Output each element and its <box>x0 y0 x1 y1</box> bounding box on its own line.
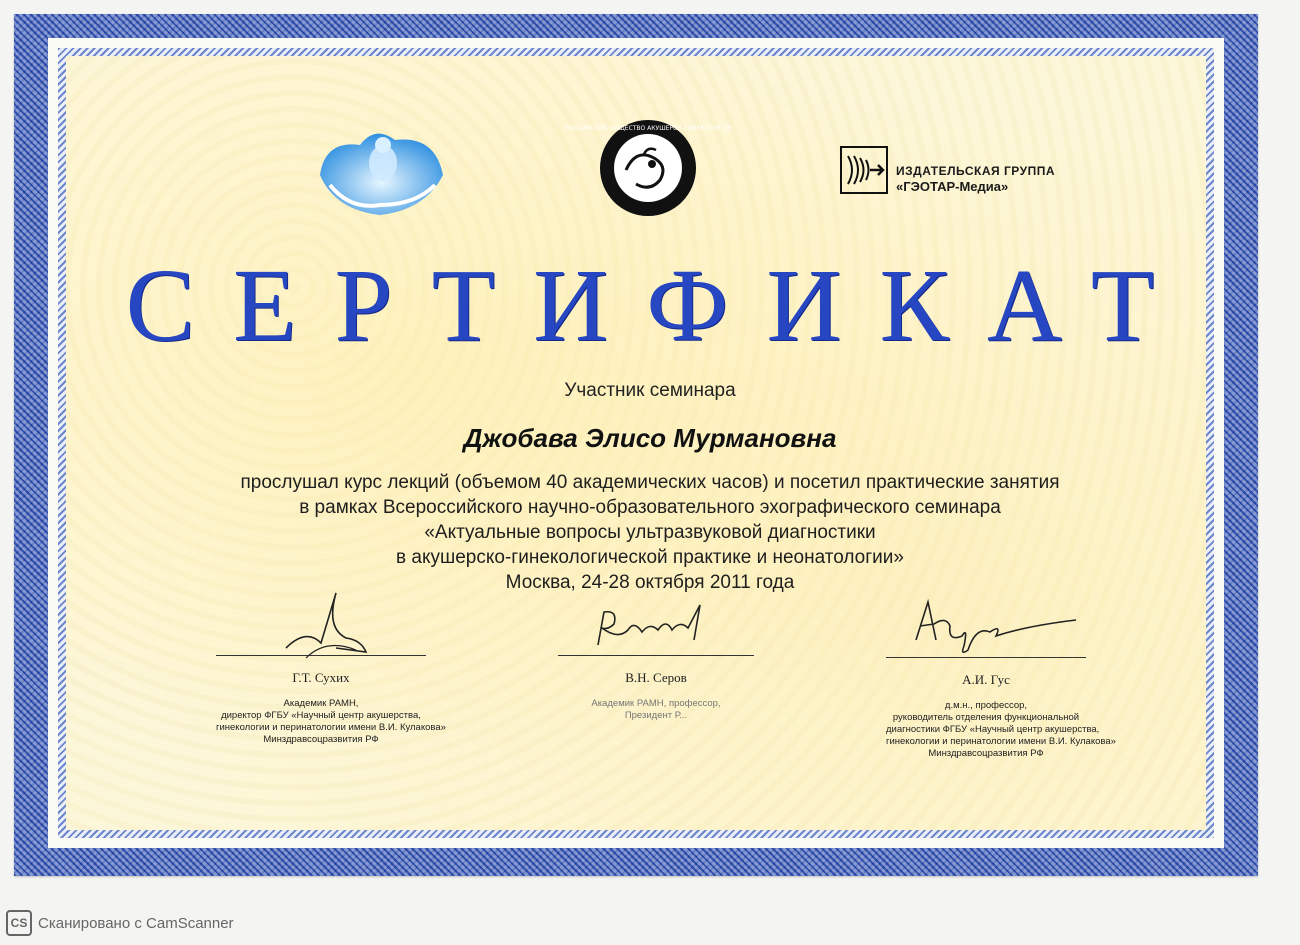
camscanner-watermark <box>6 910 234 936</box>
signer-title-line: гинекологии и перинатологии имени В.И. Кулакова» <box>886 736 1116 747</box>
signer-title <box>886 700 1116 760</box>
signer-title-line: диагностики ФГБУ «Научный центр акушерства, <box>886 724 1100 735</box>
signature-block-serov <box>558 600 754 722</box>
camscanner-icon: CS <box>6 910 32 936</box>
scientific-center-logo-icon <box>305 115 455 225</box>
geotar-media-logo-icon <box>840 146 888 194</box>
participant-name: Джобава Элисо Мурмановна <box>463 423 837 453</box>
signer-title-line: руководитель отделения функциональной <box>892 712 1080 723</box>
society-seal-icon <box>564 118 732 218</box>
signature-block-sukhikh <box>216 588 446 746</box>
camscanner-label: Сканировано с CamScanner <box>38 914 234 932</box>
publisher-line-1: ИЗДАТЕЛЬСКАЯ ГРУППА <box>896 164 1055 178</box>
signer-title <box>558 698 754 722</box>
signature-line <box>886 657 1086 658</box>
signer-title-line: Академик РАМН, профессор, <box>591 698 721 709</box>
signer-name: В.Н. Серов <box>625 670 687 685</box>
body-line: в акушерско-гинекологической практике и неонатологии» <box>396 547 904 568</box>
signer-title-line: директор ФГБУ «Научный центр акушерства, <box>221 710 421 721</box>
signer-title-line: д.м.н., профессор, <box>944 700 1028 711</box>
body-line: прослушал курс лекций (объемом 40 академических часов) и посетил практические занятия <box>240 472 1060 493</box>
signer-name: А.И. Гус <box>962 672 1010 687</box>
signer-title-line: Минздравсоцразвития РФ <box>263 734 379 745</box>
handwritten-signature-icon <box>588 600 728 660</box>
publisher-name <box>896 164 1055 194</box>
body-line: Москва, 24-28 октября 2011 года <box>505 572 795 593</box>
signer-title-line: Президент Р... <box>624 710 688 721</box>
handwritten-signature-icon <box>266 588 386 668</box>
signer-title-line: Минздравсоцразвития РФ <box>928 748 1044 759</box>
signature-block-gus <box>886 596 1116 760</box>
body-line: «Актуальные вопросы ультразвуковой диагностики <box>424 522 876 543</box>
seal-text: РОССИЙСКОЕ ОБЩЕСТВО АКУШЕРОВ-ГИНЕКОЛОГОВ <box>564 125 732 132</box>
certificate-body <box>0 470 1300 595</box>
participant-label: Участник семинара <box>564 380 736 401</box>
publisher-line-2: «ГЭОТАР-Медиа» <box>896 179 1009 194</box>
signer-title-line: гинекологии и перинатологии имени В.И. Кулакова» <box>216 722 446 733</box>
certificate-title: СЕРТИФИКАТ <box>125 248 1193 363</box>
signer-title-line: Академик РАМН, <box>283 698 359 709</box>
signer-title <box>216 698 446 746</box>
signer-name: Г.Т. Сухих <box>292 670 350 685</box>
body-line: в рамках Всероссийского научно-образовательного эхографического семинара <box>299 497 1001 518</box>
handwritten-signature-icon <box>906 596 1086 656</box>
